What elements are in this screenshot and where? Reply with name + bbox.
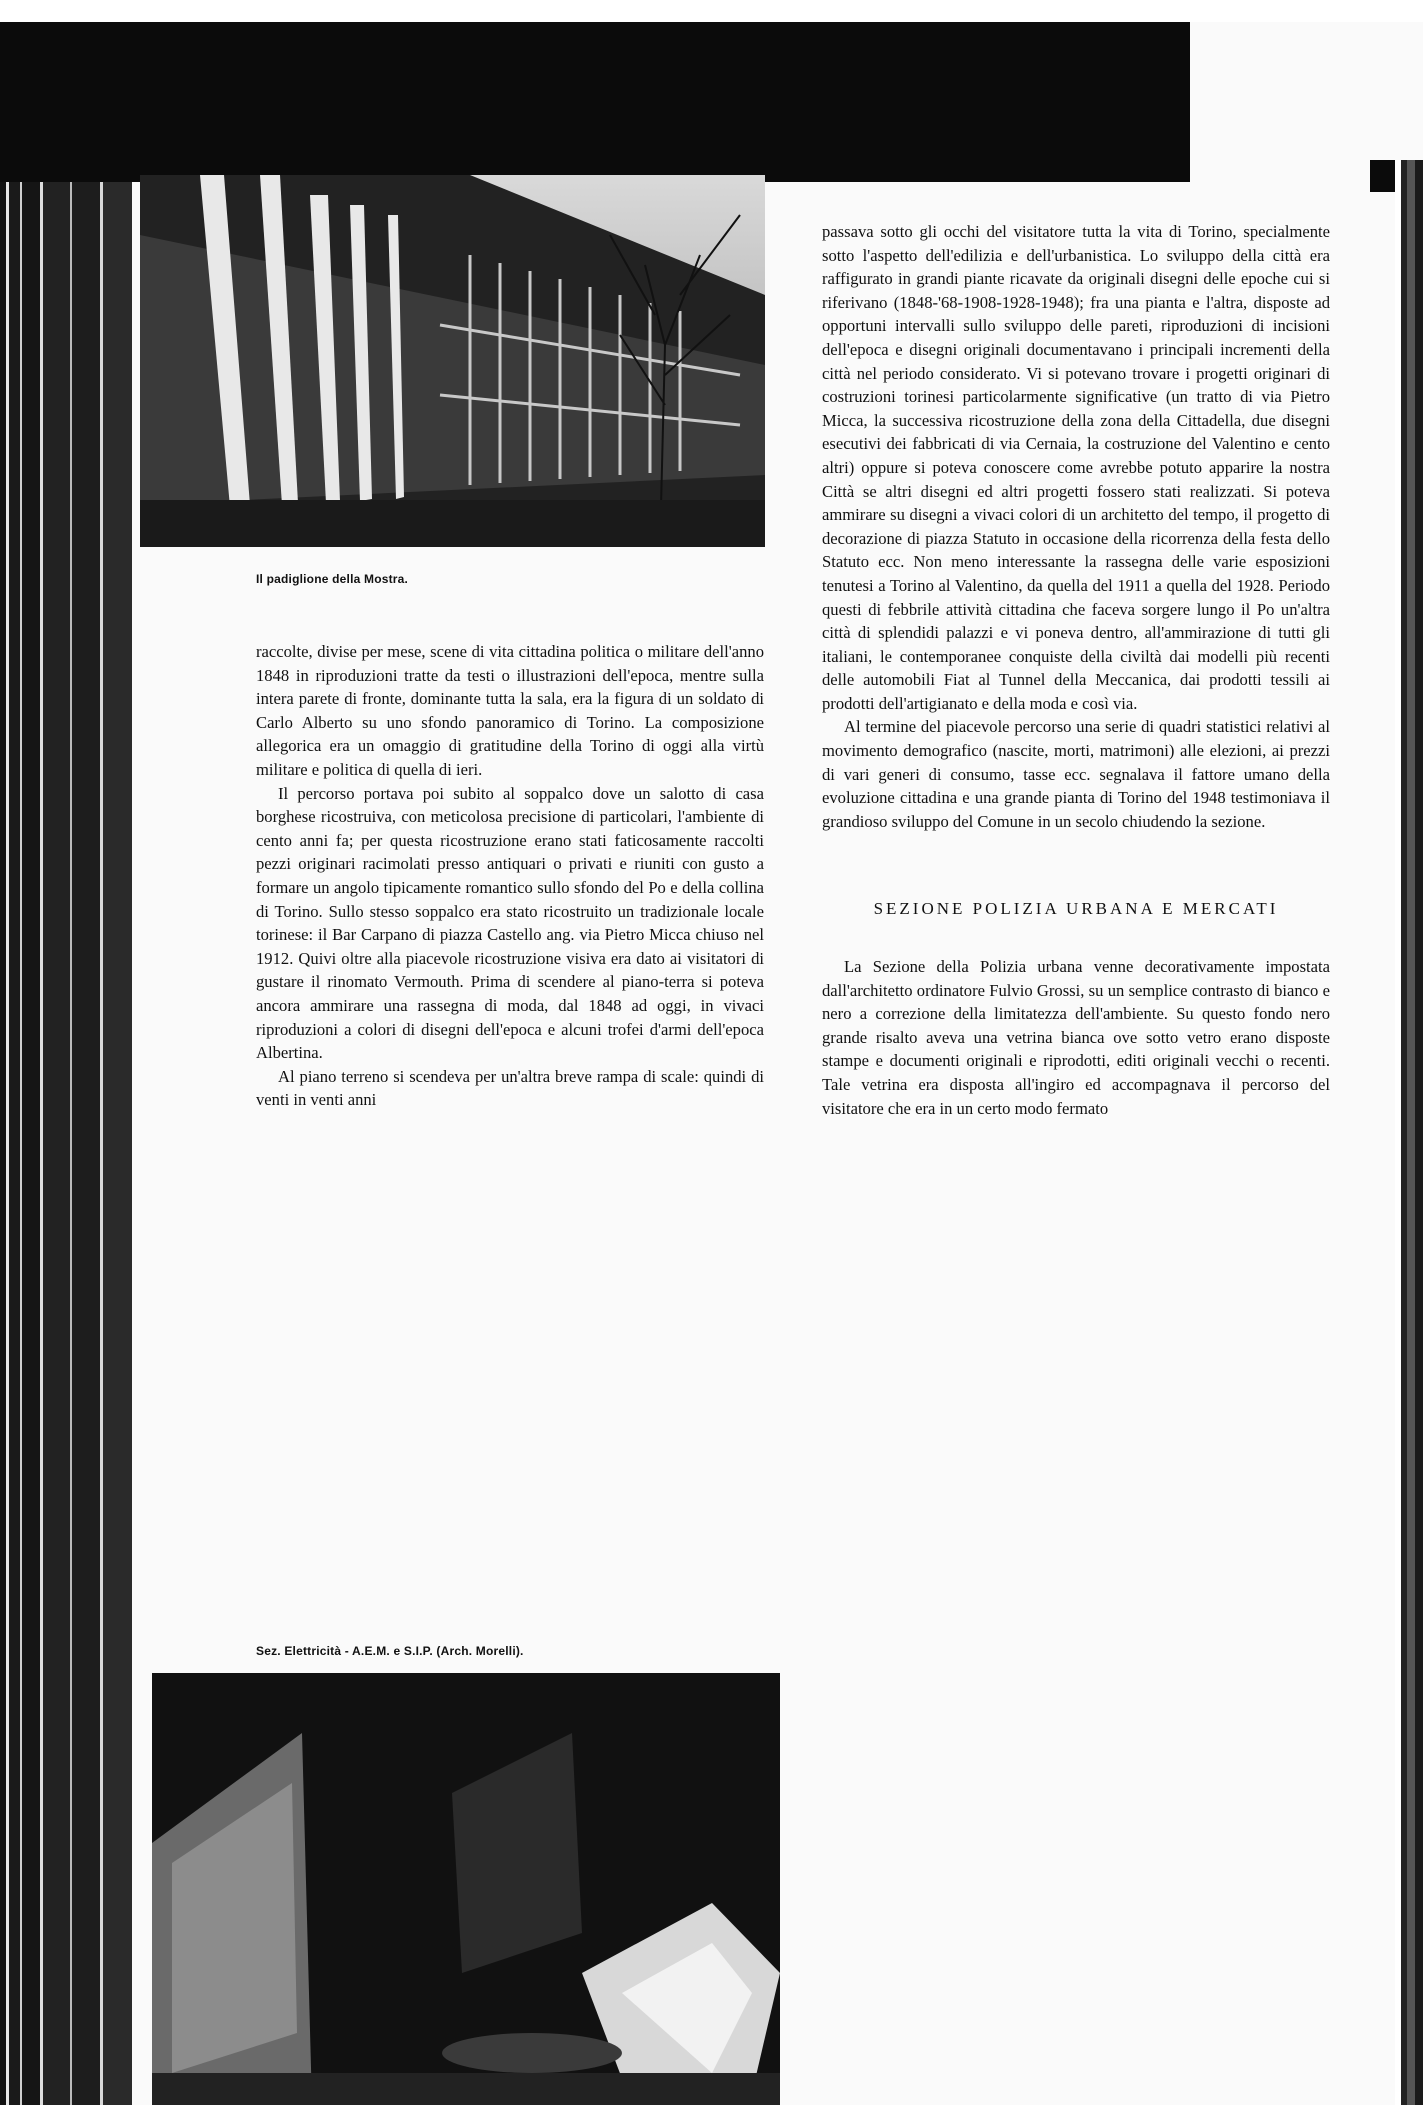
scan-dark-band [0, 22, 1190, 182]
left-paragraph-1: raccolte, divise per mese, scene di vita cittadina politica o militare dell'anno 1848 in riproduzioni tratte da testi o illustrazioni dell'epoca, mentre sulla intera parete di fronte, dominante tutta la sala, era la figura di un soldato di Carlo Alberto su uno sfondo panoramico di Torino. La composizione allegorica era un omaggio di gratitudine della Torino di oggi alla virtù militare e politica di quella di ieri. [256, 642, 764, 779]
page-top-margin [0, 0, 1423, 22]
left-paragraph-3: Al piano terreno si scendeva per un'altra breve rampa di scale: quindi di venti in venti anni [256, 1066, 764, 1110]
right-paragraph-2: Al termine del piacevole percorso una serie di quadri statistici relativi al movimento demografico (nascite, morti, matrimoni) alle elezioni, ai prezzi di vari generi di consumo, tasse ecc. segnalava il fattore umano della evoluzione cittadina e una grande pianta di Torino del 1948 testimoniava il grandioso sviluppo del Comune in un secolo chiudendo la sezione. [822, 717, 1330, 831]
pavilion-caption: Il padiglione della Mostra. [256, 572, 409, 586]
right-paragraph-3: La Sezione della Polizia urbana venne decorativamente impostata dall'architetto ordinatore Fulvio Grossi, su un semplice contrasto di bianco e nero a correzione della limitatezza dell'ambiente. Su questo fondo nero grande risalto aveva una vetrina bianca ove sotto vetro erano disposte stampe e documenti originali e riprodotti, editi originali vecchi o recenti. Tale vetrina era disposta all'ingiro ed accompagnava il percorso del visitatore che era in un certo modo fermato [822, 957, 1330, 1118]
right-paragraph-1: passava sotto gli occhi del visitatore tutta la vita di Torino, specialmente sotto l'aspetto dell'edilizia e dell'urbanistica. Lo sviluppo della città era raffigurato in grandi piante ricavate da originali disegni delle epoche cui si riferivano (1848-'68-1908-1928-1948); fra una pianta e l'altra, disposte ad opportuni intervalli sullo sviluppo delle pareti, riproduzioni di incisioni dell'epoca e disegni originali documentavano i principali incrementi della città nel periodo considerato. Vi si potevano trovare i progetti originari di costruzioni torinesi particolarmente significative (un tratto di via Pietro Micca, la successiva ricostruzione della zona della Cittadella, due disegni esecutivi dei fabbricati di via Cernaia, la costruzione del Valentino e cento altri) oppure si poteva conoscere come avrebbe potuto apparire la nostra Città se altri disegni ed altri progetti fossero stati realizzati. Si poteva ammirare su disegni a vivaci colori di un architetto del tempo, il progetto di decorazione di piazza Statuto in occasione della ricorrenza della festa dello Statuto ecc. Non meno interessante la rassegna delle varie esposizioni tenutesi a Torino al Valentino, da quella del 1911 a quella del 1928. Periodo questi di febbrile attività cittadina che faceva sorgere lungo il Po un'altra città di splendidi palazzi e vi poneva dentro, all'ammirazione di tutti gli italiani, le contemporanee conquiste della civiltà dai modelli più recenti delle automobili Fiat al Tunnel della Meccanica, dai prodotti tessili ai prodotti dell'artigianato e della moda e così via. [822, 222, 1330, 713]
scan-right-edge [1395, 160, 1423, 2105]
scan-left-edge [0, 182, 132, 2105]
electricity-section-photo [152, 1673, 780, 2105]
section-heading: SEZIONE POLIZIA URBANA E MERCATI [873, 899, 1279, 919]
left-text-column [256, 640, 764, 1112]
left-paragraph-2: Il percorso portava poi subito al soppalco dove un salotto di casa borghese ricostruiva, con meticolosa precisione di particolari, l'ambiente di cento anni fa; per questa ricostruzione erano stati faticosamente raccolti pezzi originari racimolati presso antiquari o privati e riuniti con gusto a formare un angolo tipicamente romantico sullo sfondo del Po e della collina di Torino. Sullo stesso soppalco era stato ricostruito un tradizionale locale torinese: il Bar Carpano di piazza Castello ang. via Pietro Micca chiuso nel 1912. Quivi oltre alla piacevole ricostruzione visiva era dato ai visitatori di gustare il rinomato Vermouth. Prima di scendere al piano-terra si poteva ancora ammirare una rassegna di moda, dal 1848 ad oggi, in vivaci riproduzioni a colori di disegni dell'epoca e alcuni trofei d'armi dell'epoca Albertina. [256, 783, 764, 1063]
electricity-caption: Sez. Elettricità - A.E.M. e S.I.P. (Arch. Morelli). [256, 1644, 524, 1658]
pavilion-photo [140, 175, 765, 547]
right-text-column [822, 220, 1330, 1120]
